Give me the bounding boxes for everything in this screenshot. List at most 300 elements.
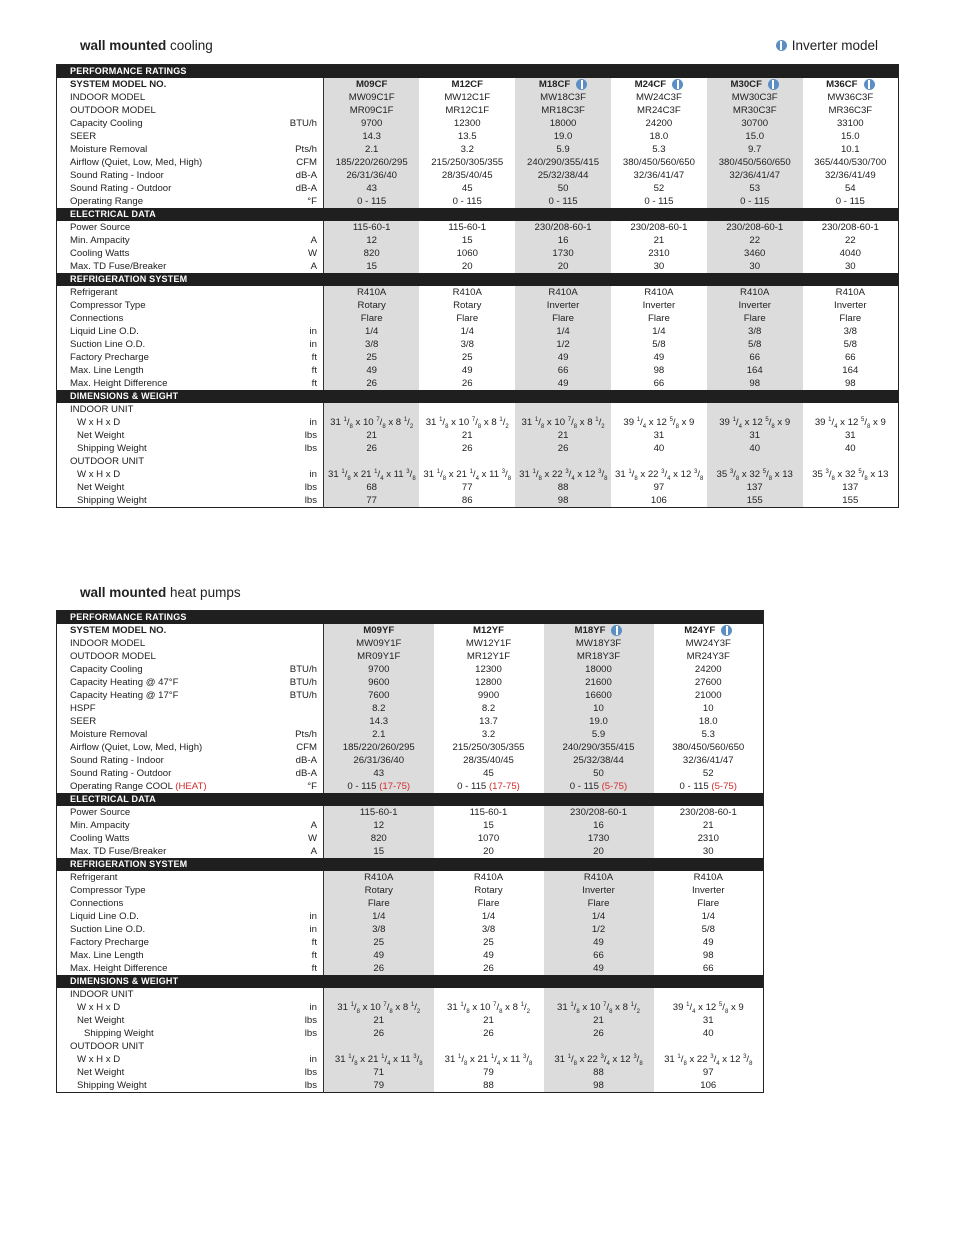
inverter-icon (776, 40, 787, 51)
value-cell: 16 (515, 234, 611, 247)
value-cell: 380/450/560/650 (672, 742, 745, 753)
value-cell: R410A (693, 872, 723, 883)
heatpump-spec-table (56, 610, 764, 1093)
value-cell: 3.2 (481, 729, 496, 740)
row-unit: ft (265, 936, 324, 949)
value-cell: 0 - 115 (707, 195, 803, 208)
value-cell: 15 (483, 820, 494, 831)
model-header-m09cf (324, 78, 420, 91)
value-cool: 0 - 115 (457, 781, 487, 792)
value-cell: 15 (324, 845, 434, 858)
value-cell: 26 (324, 377, 420, 390)
row-label: SEER (70, 716, 97, 727)
value-cell: 230/208-60-1 (515, 221, 611, 234)
model-header-m36cf (803, 78, 899, 91)
row-label: Refrigerant (70, 287, 118, 298)
table-row (57, 741, 764, 754)
value-cell: 30 (653, 261, 665, 272)
table-row (57, 377, 899, 390)
value-cell: 14.3 (324, 715, 434, 728)
value-cell: 39 $^1/_4$ x 12 $^5/_8$ x 9 (672, 1001, 744, 1014)
value-cell: 164 (707, 364, 803, 377)
value-cell: 0 - 115 (324, 195, 420, 208)
table-row (57, 260, 899, 273)
value-cell: Inverter (834, 300, 867, 311)
row-label: Power Source (70, 807, 131, 818)
model-name: M12CF (451, 79, 483, 90)
value-cell: 106 (700, 1080, 717, 1091)
table-row (57, 247, 899, 260)
value-cell: 115-60-1 (448, 222, 487, 233)
row-unit: A (265, 845, 324, 858)
value-cell: 215/250/305/355 (431, 157, 504, 168)
row-unit (265, 104, 324, 117)
value-cell (654, 780, 764, 793)
value-cell: 30 (844, 261, 856, 272)
value-cell: 21 (324, 1014, 434, 1027)
value-cell: 3.2 (460, 144, 474, 155)
value-cell: 21600 (544, 676, 654, 689)
value-cell: 3/8 (324, 338, 420, 351)
table-row (57, 169, 899, 182)
value-cell: 3/8 (707, 325, 803, 338)
value-cell: 66 (844, 352, 856, 363)
section-header-label: ELECTRICAL DATA (57, 793, 764, 806)
value-cell: R410A (324, 286, 420, 299)
value-cool: 0 - 115 (569, 781, 599, 792)
model-name: M24YF (684, 625, 716, 636)
value-cell: 25/32/38/44 (544, 754, 654, 767)
value-cell: R410A (515, 286, 611, 299)
row-unit: Pts/h (265, 728, 324, 741)
row-unit: dB-A (265, 169, 324, 182)
value-cell: 15.0 (707, 130, 803, 143)
value-cell: MR30C3F (707, 104, 803, 117)
table-row (57, 442, 899, 455)
value-cell: 32/36/41/49 (824, 170, 876, 181)
row-unit: CFM (265, 156, 324, 169)
empty-cell (515, 455, 611, 468)
section-header-label: REFRIGERATION SYSTEM (57, 273, 899, 286)
value-cell: 66 (707, 351, 803, 364)
value-cell: 98 (544, 1079, 654, 1093)
empty-cell (434, 988, 544, 1001)
value-cell: 215/250/305/355 (452, 742, 525, 753)
row-label: Capacity Cooling (70, 118, 143, 129)
row-unit (265, 871, 324, 884)
value-cell: 43 (324, 182, 420, 195)
value-cell: MW09Y1F (324, 637, 434, 650)
row-label: Sound Rating - Outdoor (70, 768, 172, 779)
row-label: Max. Line Length (70, 950, 144, 961)
value-heat: (5-75) (711, 781, 737, 792)
value-cell: 1/2 (515, 338, 611, 351)
section-header-refrigeration-system (57, 858, 764, 871)
table-row (57, 1027, 764, 1040)
value-cell: MW24C3F (635, 92, 682, 103)
table-row (57, 715, 764, 728)
value-cell: 31 $^1/_8$ x 22 $^3/_4$ x 12 $^3/_8$ (664, 1053, 753, 1066)
value-cell: 12 (324, 234, 420, 247)
empty-cell (515, 403, 611, 416)
inverter-icon (768, 79, 779, 90)
value-cell: MR24Y3F (686, 651, 730, 662)
row-unit: dB-A (265, 767, 324, 780)
value-cell: 25 (483, 937, 494, 948)
table-row (57, 884, 764, 897)
value-cell: 97 (702, 1067, 714, 1078)
row-unit: lbs (265, 494, 324, 508)
table-row (57, 637, 764, 650)
value-cell: MW36C3F (827, 92, 874, 103)
table-row (57, 416, 899, 429)
row-label: Factory Precharge (70, 937, 149, 948)
value-cell: 115-60-1 (469, 807, 508, 818)
empty-cell (324, 988, 434, 1001)
value-cell: 49 (324, 949, 434, 962)
section-header-performance-ratings (57, 611, 764, 625)
value-cell: 19.0 (515, 130, 611, 143)
table-row (57, 676, 764, 689)
row-label: Sound Rating - Outdoor (70, 183, 172, 194)
row-unit: ft (265, 949, 324, 962)
value-cell: 5/8 (652, 339, 666, 350)
value-cell: 240/290/355/415 (515, 156, 611, 169)
value-cell: 31 $^1/_8$ x 10 $^7/_8$ x 8 $^1/_2$ (324, 1001, 434, 1014)
table-row (57, 351, 899, 364)
value-cell: 0 - 115 (835, 196, 865, 207)
row-unit: CFM (265, 741, 324, 754)
row-label: Compressor Type (70, 300, 146, 311)
value-cell: 1/4 (701, 911, 715, 922)
value-cell: 9700 (324, 663, 434, 676)
value-cell: Rotary (453, 300, 482, 311)
row-label: W x H x D (77, 417, 121, 428)
row-label: Connections (70, 898, 124, 909)
row-label: Sound Rating - Indoor (70, 170, 164, 181)
value-cell: 31 $^1/_8$ x 22 $^3/_4$ x 12 $^3/_8$ (614, 468, 704, 481)
value-cell: R410A (835, 287, 865, 298)
row-unit: W (265, 247, 324, 260)
value-cell: 3/8 (843, 326, 857, 337)
table-row (57, 767, 764, 780)
value-cell: 49 (544, 936, 654, 949)
row-unit: in (265, 338, 324, 351)
value-cell: 20 (515, 260, 611, 273)
value-cell: MR12Y1F (466, 651, 511, 662)
value-cell: 66 (702, 963, 714, 974)
row-label: Operating Range (70, 196, 144, 207)
value-cell: 230/208-60-1 (679, 807, 737, 818)
row-label: Power Source (70, 222, 131, 233)
value-cell: Inverter (691, 885, 725, 896)
row-label: Min. Ampacity (70, 820, 130, 831)
value-cell: 35 $^3/_8$ x 32 $^5/_8$ x 13 (707, 468, 803, 481)
value-cell: 5.3 (652, 144, 666, 155)
table-row (57, 923, 764, 936)
value-cell: 5.9 (515, 143, 611, 156)
value-cell: 31 $^1/_8$ x 10 $^7/_8$ x 8 $^1/_2$ (544, 1001, 654, 1014)
table-row (57, 182, 899, 195)
table-row (57, 650, 764, 663)
row-unit: dB-A (265, 754, 324, 767)
row-unit: ft (265, 364, 324, 377)
section-header-label: ELECTRICAL DATA (57, 208, 899, 221)
table-row (57, 1014, 764, 1027)
row-label: Sound Rating - Indoor (70, 755, 164, 766)
row-label (57, 780, 265, 793)
table-row (57, 936, 764, 949)
value-cell: Flare (324, 897, 434, 910)
section-header-label: PERFORMANCE RATINGS (57, 65, 899, 79)
row-label: OUTDOOR MODEL (70, 651, 156, 662)
row-label: Suction Line O.D. (70, 339, 146, 350)
section-header-label: REFRIGERATION SYSTEM (57, 858, 764, 871)
row-unit: BTU/h (265, 117, 324, 130)
value-cell: 26 (544, 1027, 654, 1040)
value-cell: 79 (483, 1067, 494, 1078)
value-cell: 137 (842, 482, 859, 493)
row-label-heat: (HEAT) (175, 781, 207, 792)
value-cell: 15.0 (840, 131, 860, 142)
value-cell: 52 (702, 768, 714, 779)
row-label: Max. TD Fuse/Breaker (70, 261, 167, 272)
row-label: SYSTEM MODEL NO. (70, 79, 167, 90)
model-header-m30cf (707, 78, 803, 91)
model-header-m18cf (515, 78, 611, 91)
value-cell: 10 (544, 702, 654, 715)
heatpump-section-title: wall mounted heat pumps (80, 585, 241, 600)
value-cell: 79 (324, 1079, 434, 1093)
value-cell: 1070 (477, 833, 500, 844)
value-cell: 31 $^1/_8$ x 21 $^1/_4$ x 11 $^3/_8$ (444, 1053, 533, 1066)
value-cell: MR09Y1F (324, 650, 434, 663)
value-cell: 3/8 (324, 923, 434, 936)
value-cell: 5/8 (843, 339, 857, 350)
table-row (57, 156, 899, 169)
inverter-icon (721, 625, 732, 636)
value-cell: 1/2 (544, 923, 654, 936)
model-name: M12YF (473, 625, 504, 636)
value-cell: 32/36/41/47 (707, 169, 803, 182)
value-cell: 31 (844, 430, 856, 441)
value-cell: 3460 (707, 247, 803, 260)
group-row-outdoor-unit (57, 455, 899, 468)
row-label: Net Weight (77, 430, 125, 441)
table-row (57, 897, 764, 910)
row-label: Max. TD Fuse/Breaker (70, 846, 167, 857)
value-cell: 21 (483, 1015, 494, 1026)
value-cell: 77 (324, 494, 420, 508)
value-cell: Flare (515, 312, 611, 325)
value-cell: MW12C1F (444, 92, 491, 103)
value-cell: 49 (324, 364, 420, 377)
row-unit: lbs (265, 1027, 324, 1040)
value-cell: 40 (707, 442, 803, 455)
row-unit: lbs (265, 1066, 324, 1079)
empty-cell (544, 988, 654, 1001)
model-name: M18YF (574, 625, 606, 636)
value-cell: 31 $^1/_8$ x 10 $^7/_8$ x 8 $^1/_2$ (425, 416, 509, 429)
value-cell: R410A (452, 287, 482, 298)
inverter-icon (576, 79, 587, 90)
value-cell: 25/32/38/44 (515, 169, 611, 182)
empty-cell (707, 455, 803, 468)
model-name: M24CF (634, 79, 667, 90)
value-cell: 3/8 (481, 924, 496, 935)
value-cell: 39 $^1/_4$ x 12 $^5/_8$ x 9 (623, 416, 695, 429)
row-unit (265, 650, 324, 663)
table-row (57, 195, 899, 208)
value-cell: 137 (707, 481, 803, 494)
value-cell: Rotary (324, 299, 420, 312)
value-cell: 26 (515, 442, 611, 455)
table-row (57, 221, 899, 234)
value-cell: 20 (544, 845, 654, 858)
row-label: HSPF (70, 703, 96, 714)
row-unit: lbs (265, 442, 324, 455)
row-unit (265, 806, 324, 819)
value-cell: 9900 (477, 690, 500, 701)
value-cell: Flare (456, 313, 479, 324)
empty-cell (324, 403, 420, 416)
value-cell: MR36C3F (828, 105, 873, 116)
row-label: Net Weight (77, 1067, 125, 1078)
row-label: Factory Precharge (70, 352, 149, 363)
row-unit: dB-A (265, 182, 324, 195)
value-cell: 15 (461, 235, 473, 246)
table-row (57, 845, 764, 858)
value-cell: 40 (702, 1028, 714, 1039)
empty-cell (803, 403, 899, 416)
value-cell: Flare (697, 898, 720, 909)
value-cell: Rotary (324, 884, 434, 897)
row-unit: in (265, 468, 324, 481)
value-cell: 10 (702, 703, 714, 714)
value-cell: 21 (461, 430, 473, 441)
value-cell: 50 (515, 182, 611, 195)
value-cell: Flare (477, 898, 500, 909)
row-unit: lbs (265, 1079, 324, 1093)
value-cell: 30 (702, 846, 714, 857)
value-cell: 31 $^1/_8$ x 10 $^7/_8$ x 8 $^1/_2$ (515, 416, 611, 429)
row-unit: °F (265, 195, 324, 208)
table-row (57, 130, 899, 143)
table-row (57, 143, 899, 156)
value-cell: 14.3 (324, 130, 420, 143)
row-unit: A (265, 819, 324, 832)
value-cell: 21000 (694, 690, 722, 701)
row-label: Max. Height Difference (70, 378, 168, 389)
value-cell: MR18Y3F (544, 650, 654, 663)
value-cell: 240/290/355/415 (544, 741, 654, 754)
row-label: Max. Line Length (70, 365, 144, 376)
value-cell: Rotary (474, 885, 503, 896)
value-cell: 31 $^1/_8$ x 10 $^7/_8$ x 8 $^1/_2$ (446, 1001, 531, 1014)
group-row-indoor-unit (57, 403, 899, 416)
value-cell: 12800 (475, 677, 502, 688)
model-header-m12yf (434, 624, 544, 637)
empty-cell (654, 1040, 764, 1053)
inverter-icon (611, 625, 622, 636)
table-row (57, 299, 899, 312)
value-cell: Inverter (642, 300, 676, 311)
value-cell: Flare (707, 312, 803, 325)
row-unit (265, 897, 324, 910)
row-label: SYSTEM MODEL NO. (70, 625, 167, 636)
value-cell: 88 (544, 1066, 654, 1079)
value-cell: 3/8 (460, 339, 474, 350)
table-row (57, 1079, 764, 1093)
section-header-electrical-data (57, 793, 764, 806)
row-label: INDOOR MODEL (70, 638, 146, 649)
value-cell: 24200 (694, 664, 722, 675)
table-row (57, 312, 899, 325)
value-cell: 12300 (475, 664, 502, 675)
value-cell: 88 (515, 481, 611, 494)
value-cell: 31 (653, 430, 665, 441)
empty-cell (419, 455, 515, 468)
row-label: Moisture Removal (70, 729, 148, 740)
value-cell: 1060 (456, 248, 478, 259)
row-label: Shipping Weight (77, 443, 147, 454)
table-row (57, 481, 899, 494)
value-cell: 1/4 (481, 911, 496, 922)
table-row (57, 338, 899, 351)
row-unit: in (265, 923, 324, 936)
value-cell: 31 $^1/_8$ x 21 $^1/_4$ x 11 $^3/_8$ (324, 1053, 434, 1066)
row-label: Net Weight (77, 482, 125, 493)
value-cell: 8.2 (324, 702, 434, 715)
value-cell: 8.2 (481, 703, 496, 714)
row-unit (265, 884, 324, 897)
value-cell: 45 (461, 183, 473, 194)
value-cell: 18000 (544, 663, 654, 676)
row-label: Suction Line O.D. (70, 924, 146, 935)
value-cell: R410A (707, 286, 803, 299)
section-header-label: DIMENSIONS & WEIGHT (57, 390, 899, 403)
value-cell: 26 (461, 443, 473, 454)
value-cell: 1/4 (460, 326, 474, 337)
table-row (57, 234, 899, 247)
row-label: OUTDOOR MODEL (70, 105, 156, 116)
value-cell: 98 (653, 365, 665, 376)
value-cell: 30 (707, 260, 803, 273)
value-cell: 2310 (697, 833, 719, 844)
row-label: Airflow (Quiet, Low, Med, High) (70, 157, 203, 168)
value-cell: MW09C1F (324, 91, 420, 104)
value-cell: R410A (473, 872, 504, 883)
table-row (57, 962, 764, 975)
value-cell: 5.9 (544, 728, 654, 741)
value-cell: 115-60-1 (324, 221, 420, 234)
model-header-m24cf (611, 78, 707, 91)
value-cell: 26 (483, 963, 494, 974)
value-cell: 49 (544, 962, 654, 975)
value-cell: 13.7 (479, 716, 498, 727)
table-row (57, 117, 899, 130)
value-cell: 5/8 (707, 338, 803, 351)
value-cell: 380/450/560/650 (622, 157, 695, 168)
value-cell: 12 (324, 819, 434, 832)
model-header-m09yf (324, 624, 434, 637)
value-cell: 0 - 115 (515, 195, 611, 208)
value-cell: 4040 (839, 248, 861, 259)
value-cell: 0 - 115 (644, 196, 674, 207)
model-name: M09CF (355, 79, 388, 90)
row-label: Capacity Heating @ 17°F (70, 690, 179, 701)
table-row (57, 832, 764, 845)
